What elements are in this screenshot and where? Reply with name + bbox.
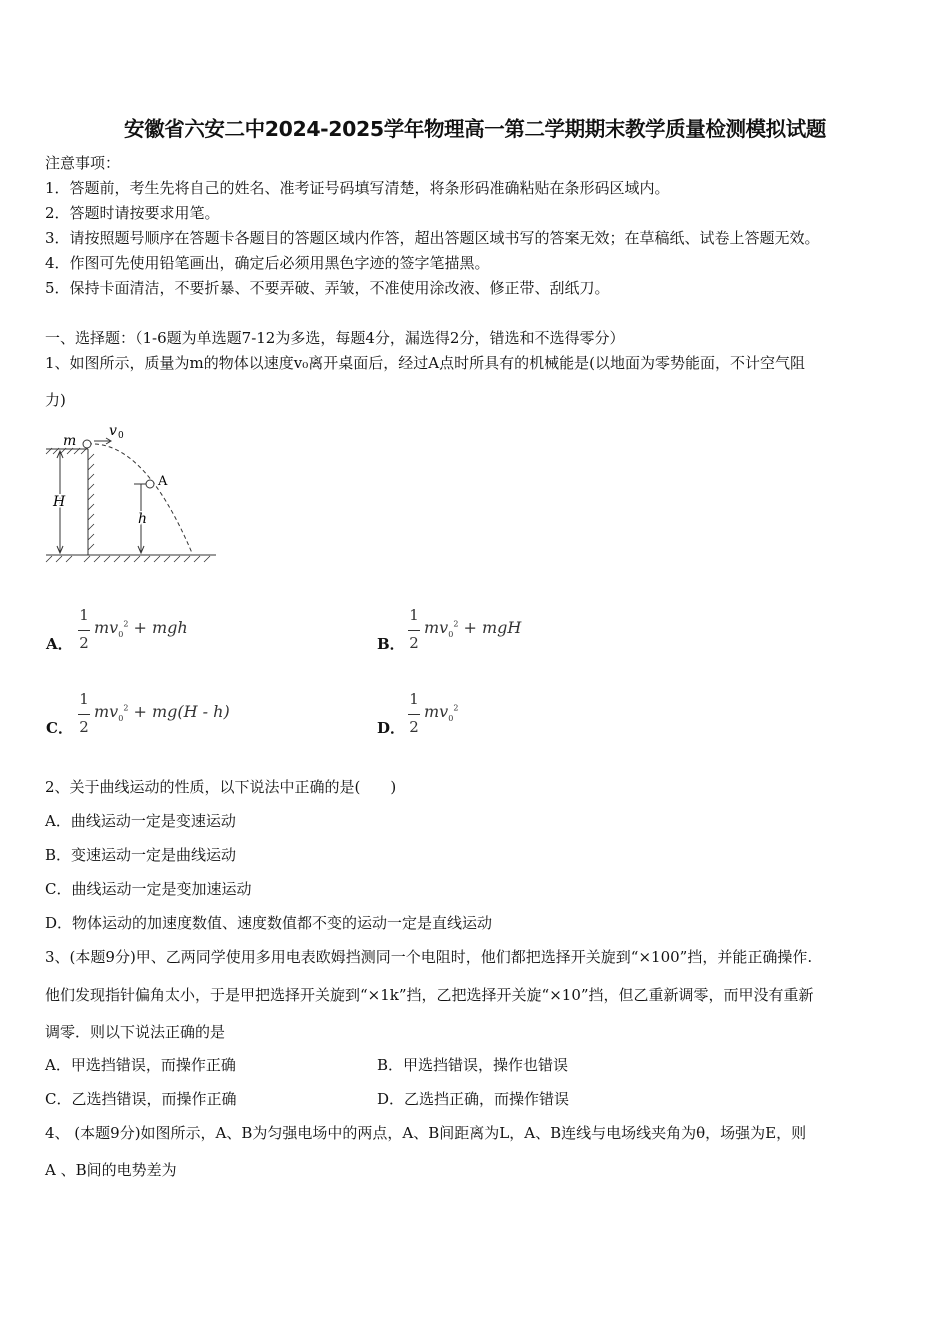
label-small-h: h: [138, 511, 148, 527]
q3-option: D．乙选挡正确，而操作错误: [377, 1090, 570, 1108]
q1-figure: [44, 422, 219, 576]
label-m: m: [63, 433, 77, 449]
q2-option: A．曲线运动一定是变速运动: [45, 812, 236, 830]
mass-ball: [83, 440, 91, 448]
q1-option-b-label: B．: [377, 635, 405, 653]
q1-option-a-label: A．: [46, 635, 73, 653]
point-a-marker: [146, 480, 154, 488]
q1-option-c-label: C．: [46, 719, 73, 737]
q2-stem: 2、关于曲线运动的性质，以下说法中正确的是( ): [45, 778, 397, 796]
label-v0-sub: 0: [118, 431, 124, 441]
label-v0: v: [109, 423, 117, 439]
q3-stem-line2: 他们发现指针偏角太小，于是甲把选择开关旋到“×1k”挡，乙把选择开关旋“×10”挡，但乙重新调零，而甲没有重新: [45, 986, 814, 1004]
q2-option: B．变速运动一定是曲线运动: [45, 846, 237, 864]
notice-item: 3．请按照题号顺序在答题卡各题目的答题区域内作答，超出答题区域书写的答案无效；在草稿纸、试卷上答题无效。: [45, 229, 820, 247]
notice-item: 2．答题时请按要求用笔。: [45, 204, 220, 222]
notice-item: 1．答题前，考生先将自己的姓名、准考证号码填写清楚，将条形码准确粘贴在条形码区域内。: [45, 179, 670, 197]
q3-option: A．甲选挡错误，而操作正确: [45, 1056, 236, 1074]
q4-stem-line2: A 、B间的电势差为: [45, 1161, 177, 1179]
q3-stem-line3: 调零．则以下说法正确的是: [45, 1023, 226, 1041]
section-heading: 一、选择题：（1-6题为单选题7-12为多选，每题4分，漏选得2分，错选和不选得零分）: [45, 329, 625, 347]
label-big-h: H: [53, 494, 66, 510]
notice-item: 5．保持卡面清洁，不要折暴、不要弄破、弄皱，不准使用涂改液、修正带、刮纸刀。: [45, 279, 610, 297]
q1-option-d-label: D．: [377, 719, 406, 737]
notice-item: 4．作图可先使用铅笔画出，确定后必须用黑色字迹的签字笔描黑。: [45, 254, 490, 272]
page-title: 安徽省六安二中2024-2025学年物理高一第二学期期末教学质量检测模拟试题: [124, 117, 826, 141]
projectile-diagram: [44, 422, 219, 572]
q3-option: C．乙选挡错误，而操作正确: [45, 1090, 237, 1108]
q1-stem-line2: 力): [45, 391, 66, 409]
notice-heading: 注意事项：: [45, 154, 121, 172]
q4-stem-line1: 4、 (本题9分)如图所示，A、B为匀强电场中的两点，A、B间距离为L，A、B连线与电场线夹角为θ，场强为E，则: [45, 1124, 807, 1142]
q2-option: C．曲线运动一定是变加速运动: [45, 880, 252, 898]
q2-option: D．物体运动的加速度数值、速度数值都不变的运动一定是直线运动: [45, 914, 493, 932]
q3-option: B．甲选挡错误，操作也错误: [377, 1056, 569, 1074]
label-a: A: [158, 474, 168, 489]
q1-stem-line1: 1、如图所示，质量为m的物体以速度v₀离开桌面后，经过A点时所具有的机械能是(以地面为零势能面，不计空气阻: [45, 354, 805, 372]
q3-stem-line1: 3、(本题9分)甲、乙两同学使用多用电表欧姆挡测同一个电阻时，他们都把选择开关旋到“×100”挡，并能正确操作.: [45, 948, 813, 966]
